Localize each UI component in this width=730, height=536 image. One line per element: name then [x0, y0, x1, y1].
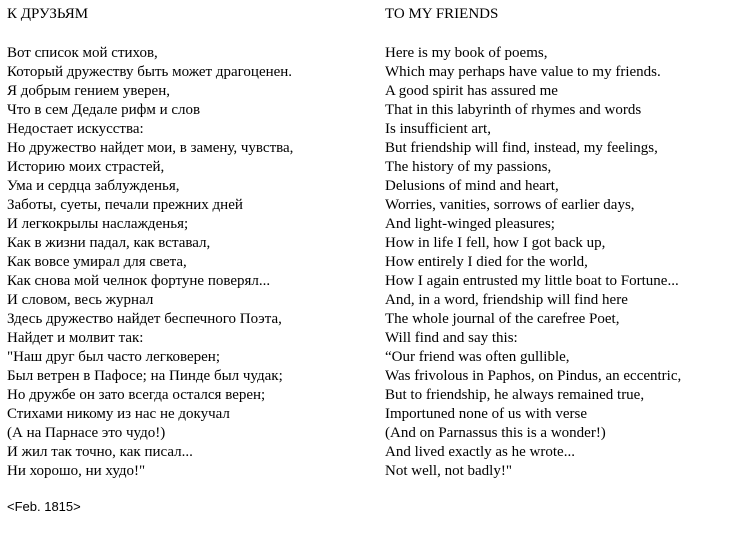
english-line: How in life I fell, how I got back up, [385, 235, 606, 251]
russian-poem [7, 5, 367, 481]
russian-line: Я добрым гением уверен, [7, 83, 170, 99]
russian-line: Недостает искусства: [7, 121, 144, 137]
english-title: TO MY FRIENDS [385, 6, 499, 22]
english-line: Here is my book of poems, [385, 45, 548, 61]
russian-line: Найдет и молвит так: [7, 330, 144, 346]
russian-line: Который дружеству быть может драгоценен. [7, 64, 293, 80]
russian-line: Вот список мой стихов, [7, 45, 158, 61]
english-line: The history of my passions, [385, 159, 552, 175]
english-line: But friendship will find, instead, my feelings, [385, 140, 658, 156]
english-line: The whole journal of the carefree Poet, [385, 311, 620, 327]
russian-line: Как вовсе умирал для света, [7, 254, 187, 270]
english-line: But to friendship, he always remained true, [385, 387, 645, 403]
english-line: How I again entrusted my little boat to Fortune... [385, 273, 679, 289]
english-line: Is insufficient art, [385, 121, 491, 137]
russian-line: Но дружество найдет мои, в замену, чувства, [7, 140, 294, 156]
russian-line: Стихами никому из нас не докучал [7, 406, 230, 422]
english-line: And lived exactly as he wrote... [385, 444, 575, 460]
english-line: Not well, not badly!" [385, 463, 512, 479]
russian-line: Но дружбе он зато всегда остался верен; [7, 387, 266, 403]
russian-line: Как снова мой челнок фортуне поверял... [7, 273, 271, 289]
poem-date: <Feb. 1815> [7, 499, 81, 514]
russian-line: "Наш друг был часто легковерен; [7, 349, 220, 365]
russian-lines [7, 44, 367, 481]
english-line: Delusions of mind and heart, [385, 178, 559, 194]
russian-line: Ни хорошо, ни худо!" [7, 463, 146, 479]
russian-line: Заботы, суеты, печали прежних дней [7, 197, 243, 213]
russian-line: Что в сем Дедале рифм и слов [7, 102, 201, 118]
english-line: Worries, vanities, sorrows of earlier days, [385, 197, 635, 213]
english-line: How entirely I died for the world, [385, 254, 588, 270]
english-line: That in this labyrinth of rhymes and words [385, 102, 642, 118]
english-lines [385, 44, 725, 481]
russian-line: И словом, весь журнал [7, 292, 154, 308]
english-line: Importuned none of us with verse [385, 406, 588, 422]
english-line: Will find and say this: [385, 330, 518, 346]
english-line: And, in a word, friendship will find here [385, 292, 628, 308]
english-line: “Our friend was often gullible, [385, 349, 570, 365]
russian-line: Ума и сердца заблужденья, [7, 178, 180, 194]
russian-line: (А на Парнасе это чудо!) [7, 425, 166, 441]
russian-line: Был ветрен в Пафосе; на Пинде был чудак; [7, 368, 283, 384]
english-line: Which may perhaps have value to my friends. [385, 64, 661, 80]
english-poem [385, 5, 725, 481]
russian-title: К ДРУЗЬЯМ [7, 6, 89, 22]
russian-line: И жил так точно, как писал... [7, 444, 193, 460]
english-line: And light-winged pleasures; [385, 216, 555, 232]
english-line: Was frivolous in Paphos, on Pindus, an eccentric, [385, 368, 682, 384]
russian-line: Как в жизни падал, как вставал, [7, 235, 211, 251]
russian-line: Историю моих страстей, [7, 159, 165, 175]
russian-line: Здесь дружество найдет беспечного Поэта, [7, 311, 282, 327]
english-line: (And on Parnassus this is a wonder!) [385, 425, 606, 441]
russian-line: И легкокрылы наслажденья; [7, 216, 189, 232]
english-line: A good spirit has assured me [385, 83, 558, 99]
